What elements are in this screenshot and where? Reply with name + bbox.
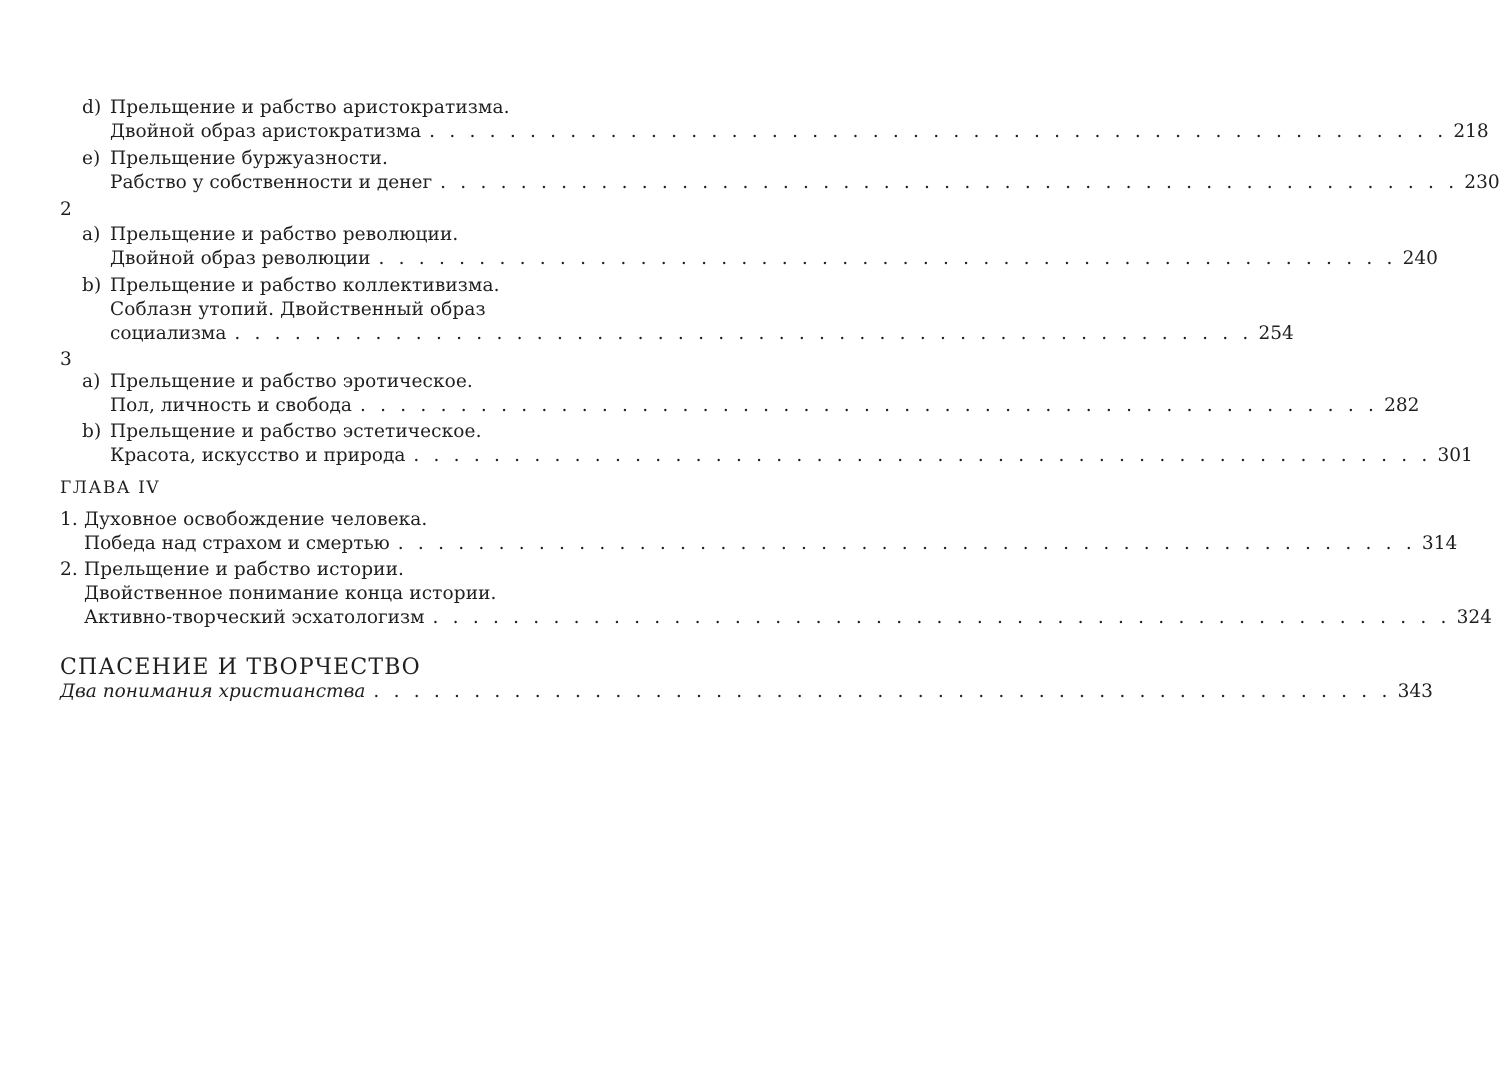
toc-entry-revolution[interactable] — [110, 247, 1438, 271]
leader-dots: . . . . . . . . . . . . . . . . . . . . . . . . . . . . . . . . . . . . . . . . . . . . . . . . . . . — [397, 533, 1416, 554]
toc-label-a: a) — [82, 371, 101, 392]
page-number: 314 — [1421, 533, 1458, 554]
toc-entry-line: Прельщение и рабство истории. — [84, 559, 404, 580]
toc-entry-line: Прельщение и рабство коллективизма. — [110, 275, 500, 296]
toc-entry-line: Соблазн утопий. Двойственный образ — [110, 299, 486, 320]
page-number: 218 — [1453, 121, 1489, 142]
toc-entry-text: Победа над страхом и смертью — [84, 533, 390, 554]
leader-dots: . . . . . . . . . . . . . . . . . . . . . . . . . . . . . . . . . . . . . . . . . . . . . . . . . . . — [378, 248, 1397, 269]
toc-entry-line: Духовное освобождение человека. — [84, 509, 428, 530]
leader-dots: . . . . . . . . . . . . . . . . . . . . . . . . . . . . . . . . . . . . . . . . . . . . . . . . . . . — [429, 121, 1448, 142]
page-number: 230 — [1464, 172, 1500, 193]
page-number: 240 — [1402, 248, 1438, 269]
page-number: 343 — [1397, 681, 1433, 702]
appendix-title: СПАСЕНИЕ И ТВОРЧЕСТВО — [60, 655, 421, 680]
toc-entry-text: Двойной образ революции — [110, 248, 371, 269]
leader-dots: . . . . . . . . . . . . . . . . . . . . . . . . . . . . . . . . . . . . . . . . . . . . . . . . . . . — [440, 172, 1459, 193]
toc-label-1: 1. — [60, 509, 78, 530]
leader-dots: . . . . . . . . . . . . . . . . . . . . . . . . . . . . . . . . . . . . . . . . . . . . . . . . . . . — [413, 445, 1432, 466]
toc-label-b: b) — [82, 275, 102, 296]
section-number-3: 3 — [60, 349, 72, 370]
toc-label-a: a) — [82, 224, 101, 245]
toc-entry-aesthetic[interactable] — [110, 444, 1473, 468]
toc-entry-text: Красота, искусство и природа — [110, 445, 406, 466]
leader-dots: . . . . . . . . . . . . . . . . . . . . . . . . . . . . . . . . . . . . . . . . . . . . . . . . . . . — [432, 607, 1451, 628]
toc-entry-liberation[interactable] — [84, 532, 1458, 556]
toc-entry-text: Двойной образ аристократизма — [110, 121, 422, 142]
leader-dots: . . . . . . . . . . . . . . . . . . . . . . . . . . . . . . . . . . . . . . . . . . . . . . . . . . . — [359, 395, 1379, 416]
toc-entry-text: Активно-творческий эсхатологизм — [84, 607, 425, 628]
toc-entry-line: Прельщение буржуазности. — [110, 148, 388, 169]
leader-dots: . . . . . . . . . . . . . . . . . . . . . . . . . . . . . . . . . . . . . . . . . . . . . . . . . . . — [234, 323, 1253, 344]
toc-entry-collectivism[interactable] — [110, 322, 1294, 346]
toc-label-b: b) — [82, 421, 102, 442]
toc-entry-text: Пол, личность и свобода — [110, 395, 352, 416]
toc-entry-line: Прельщение и рабство эстетическое. — [110, 421, 482, 442]
toc-label-d: d) — [82, 97, 102, 118]
toc-entry-text: Два понимания христианства — [60, 681, 366, 702]
section-number-2: 2 — [60, 199, 72, 220]
toc-label-2: 2. — [60, 559, 78, 580]
toc-entry-line: Прельщение и рабство эротическое. — [110, 371, 473, 392]
toc-entry-erotic[interactable] — [110, 394, 1420, 418]
page-number: 254 — [1258, 323, 1294, 344]
toc-entry-text: социализма — [110, 323, 227, 344]
toc-entry-line: Прельщение и рабство революции. — [110, 224, 459, 245]
page-number: 301 — [1437, 445, 1473, 466]
toc-entry-history[interactable] — [84, 606, 1492, 630]
chapter-title: ГЛАВА IV — [60, 478, 161, 498]
toc-label-e: e) — [82, 148, 101, 169]
toc-entry-bourgeoisie[interactable] — [110, 171, 1500, 195]
toc-entry-line: Прельщение и рабство аристократизма. — [110, 97, 510, 118]
leader-dots: . . . . . . . . . . . . . . . . . . . . . . . . . . . . . . . . . . . . . . . . . . . . . . . . . . . — [373, 681, 1392, 702]
toc-entry-text: Рабство у собственности и денег — [110, 172, 433, 193]
toc-entry-christianity[interactable] — [60, 680, 1433, 704]
toc-entry-line: Двойственное понимание конца истории. — [84, 583, 497, 604]
page-number: 282 — [1384, 395, 1420, 416]
toc-entry-aristocratism[interactable] — [110, 120, 1489, 144]
page-number: 324 — [1456, 607, 1492, 628]
